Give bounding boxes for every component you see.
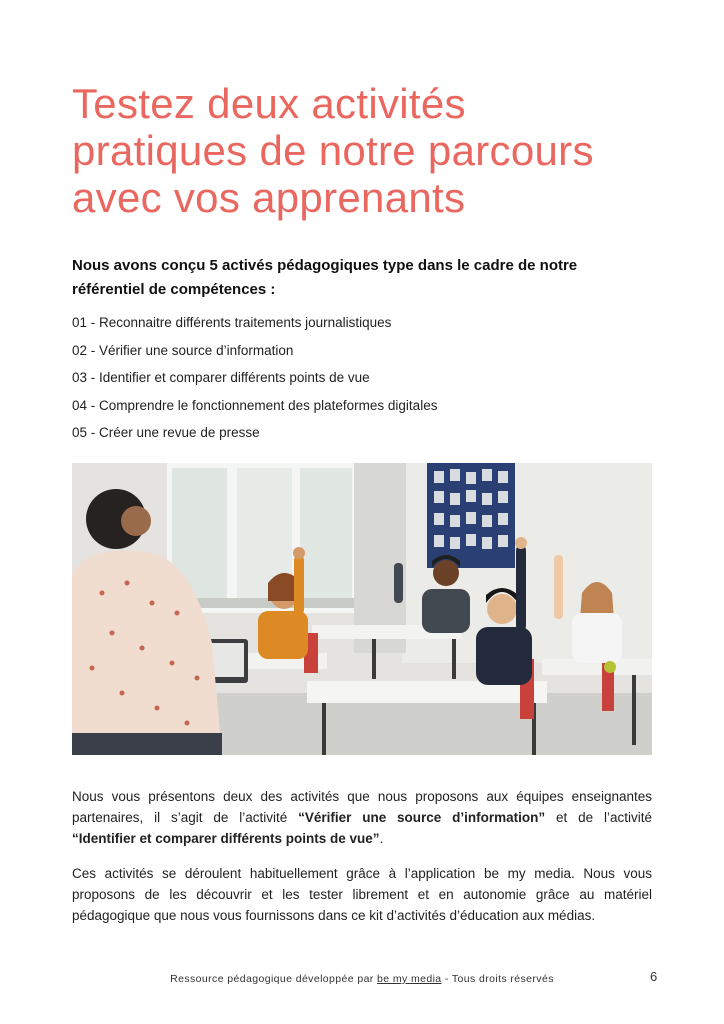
activity-name-bold: “Vérifier une source d’information” [298, 810, 546, 825]
footer-text: Ressource pédagogique développée par [170, 973, 378, 985]
activity-name-bold: “Identifier et comparer différents points de vue” [72, 831, 380, 846]
title-line: avec vos apprenants [72, 174, 466, 221]
paragraph-line [72, 807, 652, 828]
activity-item: 01 - Reconnaitre différents traitements journalistiques [72, 315, 392, 330]
footer-link[interactable]: be my media [377, 973, 442, 985]
classroom-photo [72, 463, 652, 755]
intro-text [72, 254, 652, 302]
paragraph-line: proposons de les découvrir et les tester librement et en autonomie grâce au matériel [72, 887, 652, 902]
footer-text: - Tous droits réservés [441, 973, 554, 985]
classroom-photo-illustration [72, 463, 652, 755]
activity-item: 02 - Vérifier une source d’information [72, 342, 294, 358]
intro-line: Nous avons conçu 5 activés pédagogiques type dans le cadre de notre [72, 257, 578, 274]
page-title [72, 80, 672, 221]
activity-item: 04 - Comprendre le fonctionnement des plateformes digitales [72, 397, 438, 413]
paragraph-line: Ces activités se déroulent habituellement grâce à l’application be my media. Nous vous [72, 866, 652, 881]
paragraph-text: partenaires, il s’agit de l’activité [72, 810, 299, 825]
title-line: pratiques de notre parcours [72, 127, 594, 174]
title-line: Testez deux activités [72, 80, 466, 127]
intro-line: référentiel de compétences : [72, 281, 276, 298]
paragraph-line [72, 828, 652, 849]
presentation-paragraph [72, 786, 652, 849]
paragraph-line: pédagogique que nous vous fournissons dans ce kit d’activités d’éducation aux médias. [72, 908, 596, 923]
paragraph-line: Nous vous présentons deux des activités que nous proposons aux équipes enseignantes [72, 789, 652, 804]
activities-paragraph [72, 863, 652, 926]
page-footer [0, 973, 724, 985]
page-number: 6 [650, 969, 658, 984]
activity-item: 03 - Identifier et comparer différents points de vue [72, 370, 370, 385]
activity-item: 05 - Créer une revue de presse [72, 425, 260, 440]
paragraph-text: et de l’activité [545, 810, 653, 825]
paragraph-text: . [379, 831, 384, 846]
activity-list [72, 313, 437, 451]
